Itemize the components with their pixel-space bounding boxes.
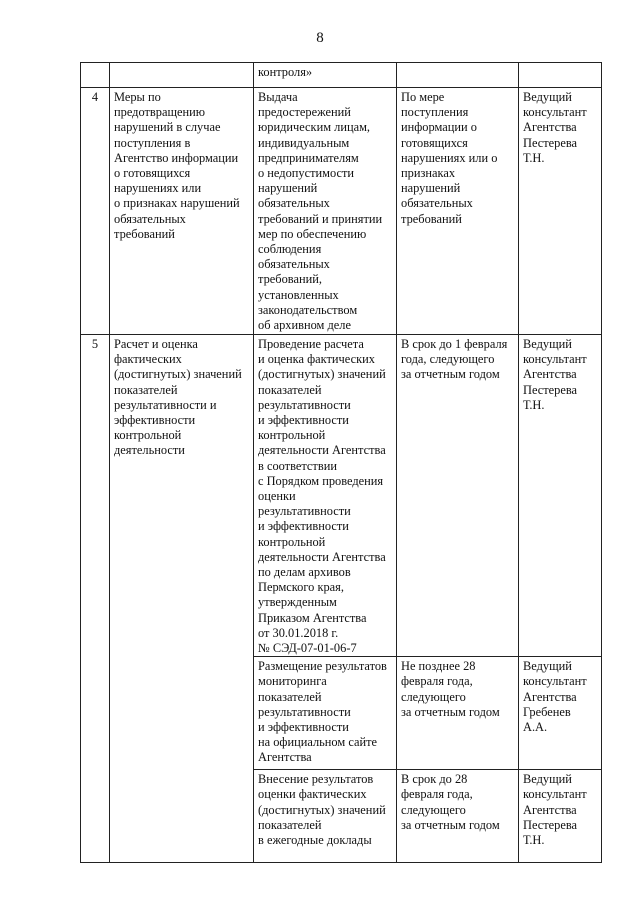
responsible-cell: [519, 63, 602, 88]
measure-name-cell: Расчет и оценка фактических (достигнутых) значений показателей результативности и эффективности контрольной деятельности: [110, 335, 254, 863]
table-row: [81, 335, 602, 657]
measures-table: [80, 62, 602, 863]
action-cell: Проведение расчета и оценка фактических (достигнутых) значений показателей результативности и эффективности контрольной деятельности Агентства в соответствии с Порядком проведения оценки результативности и эффективности контрольной деятельности Агентства по делам архивов Пермского края, утвержденным Приказом Агентства от 30.01.2018 г. № СЭД-07-01-06-7: [254, 335, 397, 657]
row-number-cell: [81, 63, 110, 88]
action-cell: контроля»: [254, 63, 397, 88]
term-cell: По мере поступления информации о готовящихся нарушениях или о признаках нарушений обязательных требований: [397, 88, 519, 335]
responsible-cell: Ведущий консультант Агентства Гребенев А.А.: [519, 657, 602, 770]
measure-name-cell: Меры по предотвращению нарушений в случае поступления в Агентство информации о готовящихся нарушениях или о признаках нарушений обязательных требований: [110, 88, 254, 335]
term-cell: В срок до 28 февраля года, следующего за отчетным годом: [397, 770, 519, 863]
table-row: [81, 63, 602, 88]
term-cell: [397, 63, 519, 88]
responsible-cell: Ведущий консультант Агентства Пестерева Т.Н.: [519, 88, 602, 335]
action-cell: Внесение результатов оценки фактических (достигнутых) значений показателей в ежегодные доклады: [254, 770, 397, 863]
action-cell: Выдача предостережений юридическим лицам, индивидуальным предпринимателям о недопустимости нарушений обязательных требований и принятии мер по обеспечению соблюдения обязательных требований, установленных законодательством об архивном деле: [254, 88, 397, 335]
measure-name-cell: [110, 63, 254, 88]
responsible-cell: Ведущий консультант Агентства Пестерева Т.Н.: [519, 335, 602, 657]
term-cell: Не позднее 28 февраля года, следующего за отчетным годом: [397, 657, 519, 770]
responsible-cell: Ведущий консультант Агентства Пестерева Т.Н.: [519, 770, 602, 863]
term-cell: В срок до 1 февраля года, следующего за отчетным годом: [397, 335, 519, 657]
page-number: 8: [316, 30, 324, 46]
row-number-cell: 5: [81, 335, 110, 863]
row-number-cell: 4: [81, 88, 110, 335]
action-cell: Размещение результатов мониторинга показателей результативности и эффективности на официальном сайте Агентства: [254, 657, 397, 770]
table-row: [81, 88, 602, 335]
